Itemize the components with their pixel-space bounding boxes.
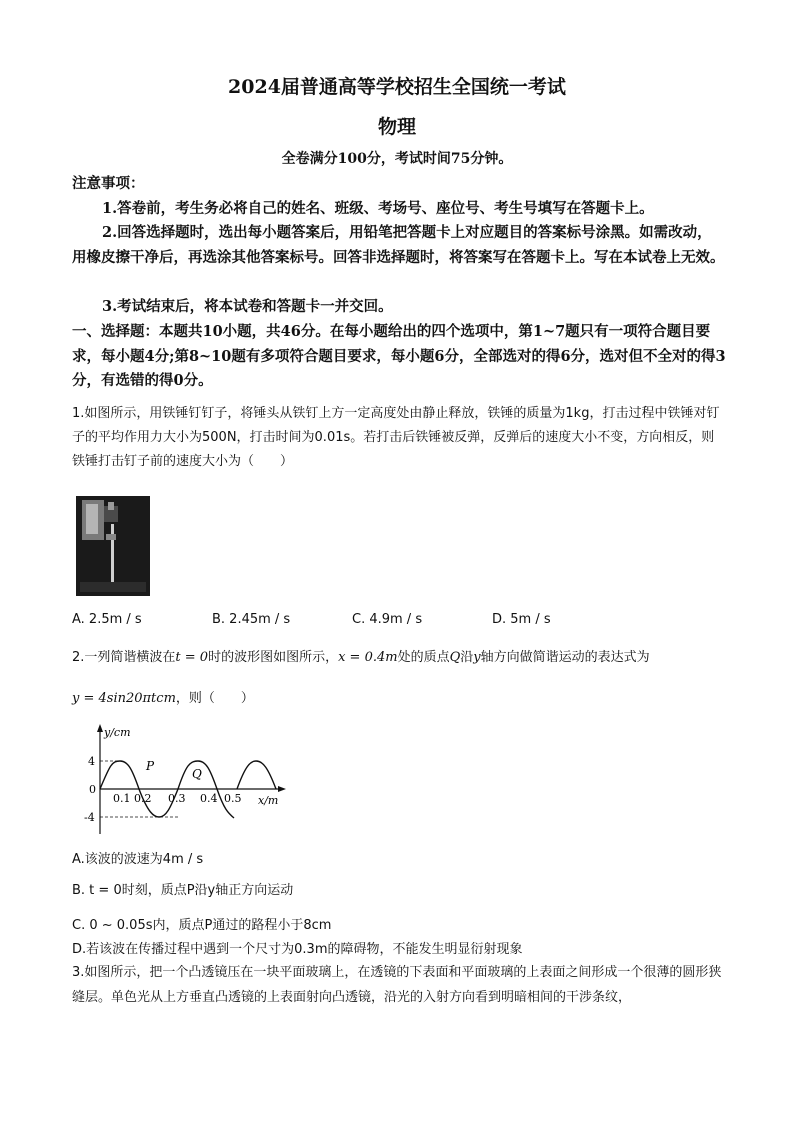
y-tick-neg: -4 bbox=[84, 811, 95, 824]
q2-x: x = 0.4m bbox=[338, 650, 398, 665]
section-1-instructions: 一、选择题：本题共10小题，共46分。在每小题给出的四个选项中，第1~7题只有一项符合题目要求，每小题4分;第8~10题有多项符合题目要求，每小题6分，全部选对的得6分，选对但不全对的得3分，有选错的得0分。 bbox=[72, 323, 726, 389]
wave-diagram bbox=[82, 722, 292, 837]
q2-option-a: A.该波的波速为4m / s bbox=[72, 852, 204, 867]
note-3: 3.考试结束后，将本试卷和答题卡一并交回。 bbox=[102, 298, 393, 315]
exam-title: 2024届普通高等学校招生全国统一考试 bbox=[228, 76, 566, 98]
x-axis-arrow bbox=[278, 786, 286, 792]
question-3-stem: 3.如图所示，把一个凸透镜压在一块平面玻璃上，在透镜的下表面和平面玻璃的上表面之间形成一个很薄的圆形狭缝层。单色光从上方垂直凸透镜的上表面射向凸透镜，沿光的入射方向看到明暗相间的干涉条纹， bbox=[72, 965, 722, 1005]
q2-option-d: D.若该波在传播过程中遇到一个尺寸为0.3m的障碍物，不能发生明显衍射现象 bbox=[72, 942, 523, 957]
note-2: 2.回答选择题时，选出每小题答案后，用铅笔把答题卡上对应题目的答案标号涂黑。如需改动，用橡皮擦干净后，再选涂其他答案标号。回答非选择题时，将答案写在答题卡上。写在本试卷上无效。 bbox=[72, 224, 725, 266]
q2-text-d: 沿 bbox=[460, 650, 474, 665]
q2-text-a: 2.一列简谐横波在 bbox=[72, 650, 176, 665]
wave-figure bbox=[82, 722, 292, 837]
origin-label: 0 bbox=[89, 783, 96, 796]
hammer-nail-photo bbox=[76, 496, 150, 596]
point-q-label: Q bbox=[192, 767, 202, 781]
y-axis-arrow bbox=[97, 724, 103, 732]
q2-text-c: 处的质点 bbox=[397, 650, 450, 665]
x-tick-0.1: 0.1 bbox=[113, 792, 131, 805]
note-1: 1.答卷前，考生务必将自己的姓名、班级、考场号、座位号、考生号填写在答题卡上。 bbox=[102, 200, 654, 217]
exam-score-info: 全卷满分100分，考试时间75分钟。 bbox=[281, 151, 513, 167]
q2-text-f: ，则（ ） bbox=[175, 691, 254, 706]
question-1-stem: 1.如图所示，用铁锤钉钉子，将锤头从铁钉上方一定高度处由静止释放，铁锤的质量为1kg，打击过程中铁锤对钉子的平均作用力大小为500N，打击时间为0.01s。若打击后铁锤被反弹，反弹后的速度大小不变，方向相反，则铁锤打击钉子前的速度大小为（ ） bbox=[72, 406, 720, 469]
q2-text-e: 轴方向做简谐运动的表达式为 bbox=[480, 650, 650, 665]
y-tick-pos: 4 bbox=[88, 755, 95, 768]
x-tick-0.5: 0.5 bbox=[224, 792, 242, 805]
notes-heading: 注意事项： bbox=[72, 175, 145, 192]
exam-subject: 物理 bbox=[377, 116, 416, 138]
q2-option-b: B. t = 0时刻，质点P沿y轴正方向运动 bbox=[72, 883, 294, 898]
point-p-label: P bbox=[146, 759, 155, 773]
q2-t0: t = 0 bbox=[175, 650, 209, 665]
q2-q: Q bbox=[449, 650, 461, 665]
q2-formula: y = 4sin20πtcm bbox=[72, 691, 176, 706]
q1-option-d: D. 5m / s bbox=[492, 612, 551, 627]
x-tick-0.3: 0.3 bbox=[168, 792, 186, 805]
q1-option-a: A. 2.5m / s bbox=[72, 612, 142, 627]
x-tick-0.2: 0.2 bbox=[134, 792, 152, 805]
q2-text-b: 时的波形图如图所示， bbox=[208, 650, 339, 665]
wave-curve-2 bbox=[237, 761, 276, 789]
question-2-formula-line bbox=[72, 686, 724, 712]
q1-option-b: B. 2.45m / s bbox=[212, 612, 291, 627]
hammer-nail-image bbox=[76, 496, 150, 596]
question-2-stem bbox=[72, 645, 724, 671]
q2-option-c: C. 0 ~ 0.05s内，质点P通过的路程小于8cm bbox=[72, 918, 332, 933]
x-tick-0.4: 0.4 bbox=[200, 792, 218, 805]
x-axis-label: x/m bbox=[258, 794, 279, 807]
y-axis-label: y/cm bbox=[104, 726, 131, 739]
q2-y: y bbox=[473, 650, 481, 665]
q1-option-c: C. 4.9m / s bbox=[352, 612, 423, 627]
